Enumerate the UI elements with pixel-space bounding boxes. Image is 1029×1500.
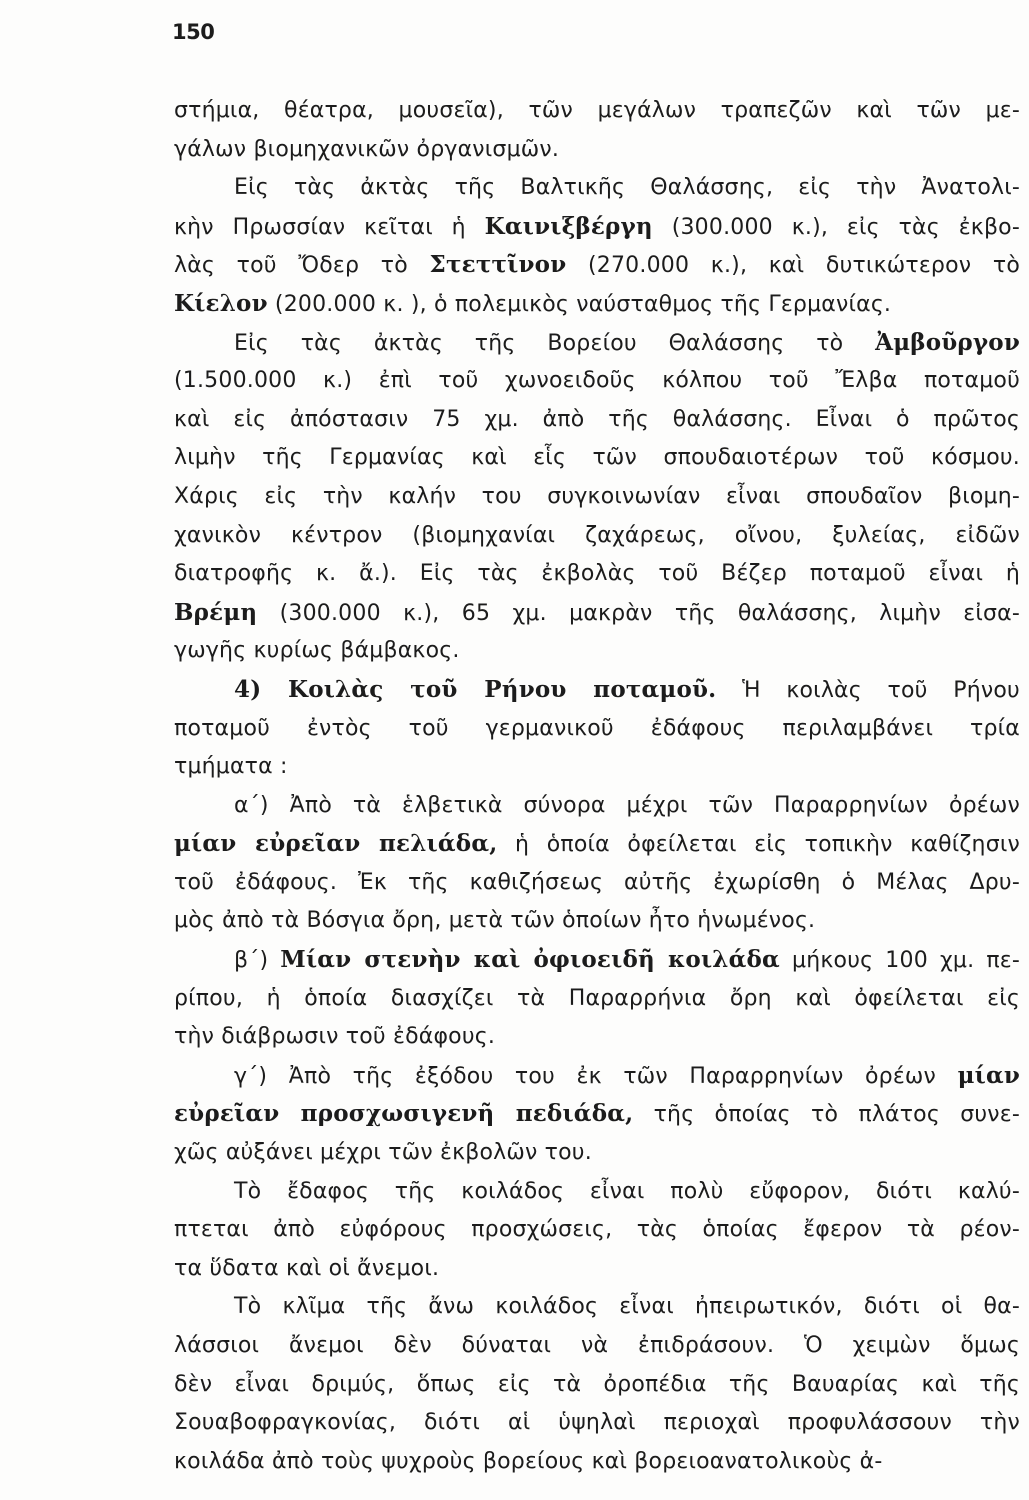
text-line xyxy=(174,671,1020,710)
text-span: κοιλάδα ἀπὸ τοὺς ψυχροὺς βορείους καὶ βορειοανατολικοὺς ἀ- xyxy=(174,1448,883,1474)
text-line xyxy=(174,1211,1020,1250)
bold-text-span: μίαν xyxy=(957,1061,1020,1089)
text-line xyxy=(174,478,1020,517)
bold-text-span: μίαν εὐρεῖαν πελιάδα, xyxy=(174,830,498,858)
text-line xyxy=(174,1443,1020,1482)
text-line xyxy=(174,1250,1020,1289)
text-line xyxy=(174,1095,1020,1134)
text-line xyxy=(174,439,1020,478)
text-span: ἡ ὁποία ὀφείλεται εἰς τοπικὴν καθίζησιν xyxy=(497,832,1020,858)
text-line xyxy=(174,208,1020,247)
text-span: γάλων βιομηχανικῶν ὀργανισμῶν. xyxy=(174,136,560,162)
text-line xyxy=(174,1173,1020,1212)
text-line xyxy=(174,555,1020,594)
text-span: ρίπου, ἡ ὁποία διασχίζει τὰ Παραρρήνια ὄρη καὶ ὀφείλεται εἰς xyxy=(174,985,1020,1011)
text-line xyxy=(174,594,1020,633)
text-span: τμήματα : xyxy=(174,754,288,780)
text-span: (1.500.000 κ.) ἐπὶ τοῦ χωνοειδοῦς κόλπου τοῦ Ἔλβα ποταμοῦ xyxy=(174,368,1020,394)
text-span: (300.000 κ.), 65 χμ. μακρὰν τῆς θαλάσσης, λιμὴν εἰσα- xyxy=(257,600,1020,626)
text-span: γ΄) Ἀπὸ τῆς ἐξόδου του ἐκ τῶν Παραρρηνίων ὀρέων xyxy=(234,1063,958,1089)
bold-text-span: Στεττῖνον xyxy=(429,251,567,279)
text-line xyxy=(174,902,1020,941)
text-line xyxy=(174,941,1020,980)
text-span: Χάρις εἰς τὴν καλήν του συγκοινωνίαν εἶναι σπουδαῖον βιομη- xyxy=(174,483,1020,509)
bold-text-span: 4) Κοιλὰς τοῦ Ρήνου ποταμοῦ. xyxy=(234,675,717,703)
text-span: γωγῆς κυρίως βάμβακος. xyxy=(174,638,460,664)
text-line xyxy=(174,825,1020,864)
text-span: λιμὴν τῆς Γερμανίας καὶ εἷς τῶν σπουδαιοτέρων τοῦ κόσμου. xyxy=(174,445,1020,471)
text-span: στήμια, θέατρα, μουσεῖα), τῶν μεγάλων τραπεζῶν καὶ τῶν με- xyxy=(174,98,1020,123)
text-line xyxy=(174,169,1020,208)
text-span: τῆς ὁποίας τὸ πλάτος συνε- xyxy=(633,1102,1020,1128)
text-span: Εἰς τὰς ἀκτὰς τῆς Βορείου Θαλάσσης τὸ xyxy=(234,330,876,356)
text-line xyxy=(174,980,1020,1019)
text-line xyxy=(174,324,1020,363)
text-span: (270.000 κ.), καὶ δυτικώτερον τὸ xyxy=(566,253,1020,279)
text-span: Σουαβοφραγκονίας, διότι αἱ ὑψηλαὶ περιοχαὶ προφυλάσσουν τὴν xyxy=(174,1410,1020,1436)
text-span: τα ὕδατα καὶ οἱ ἄνεμοι. xyxy=(174,1255,440,1281)
bold-text-span: Κίελον xyxy=(174,289,268,317)
text-span: διατροφῆς κ. ἄ.). Εἰς τὰς ἐκβολὰς τοῦ Βέζερ ποταμοῦ εἶναι ἡ xyxy=(174,561,1020,587)
text-line xyxy=(174,517,1020,556)
text-span: Εἰς τὰς ἀκτὰς τῆς Βαλτικῆς Θαλάσσης, εἰς τὴν Ἀνατολι- xyxy=(234,175,1020,201)
text-line xyxy=(174,285,1020,324)
text-span: κὴν Πρωσσίαν κεῖται ἡ xyxy=(174,214,485,240)
text-span: δὲν εἶναι δριμύς, ὅπως εἰς τὰ ὀροπέδια τῆς Βαυαρίας καὶ τῆς xyxy=(174,1371,1020,1397)
text-line xyxy=(174,362,1020,401)
text-span: λάσσιοι ἄνεμοι δὲν δύναται νὰ ἐπιδράσουν. Ὁ χειμὼν ὅμως xyxy=(174,1333,1020,1358)
text-line xyxy=(174,401,1020,440)
bold-text-span: εὐρεῖαν προσχωσιγενῆ πεδιάδα, xyxy=(174,1100,634,1128)
text-line xyxy=(174,246,1020,285)
bold-text-span: Βρέμη xyxy=(174,598,258,626)
text-span: β΄) xyxy=(234,948,281,974)
page-number: 150 xyxy=(172,20,215,44)
text-span: ποταμοῦ ἐντὸς τοῦ γερμανικοῦ ἐδάφους περιλαμβάνει τρία xyxy=(174,715,1020,741)
text-line xyxy=(174,131,1020,170)
text-line xyxy=(174,1057,1020,1096)
text-span: μήκους 100 χμ. πε- xyxy=(779,948,1021,974)
bold-text-span: Ἀμβοῦργον xyxy=(875,328,1020,356)
text-span: χῶς αὐξάνει μέχρι τῶν ἐκβολῶν του. xyxy=(174,1140,592,1166)
text-span: α΄) Ἀπὸ τὰ ἑλβετικὰ σύνορα μέχρι τῶν Παραρρηνίων ὀρέων xyxy=(234,792,1020,818)
text-span: καὶ εἰς ἀπόστασιν 75 χμ. ἀπὸ τῆς θαλάσσης. Εἶναι ὁ πρῶτος xyxy=(174,406,1020,432)
text-span: τοῦ ἐδάφους. Ἐκ τῆς καθιζήσεως αὐτῆς ἐχωρίσθη ὁ Μέλας Δρυ- xyxy=(174,869,1020,895)
text-line xyxy=(174,92,1020,131)
text-span: (200.000 κ. ), ὁ πολεμικὸς ναύσταθμος τῆς Γερμανίας. xyxy=(267,291,892,317)
text-line xyxy=(174,1134,1020,1173)
text-span: (300.000 κ.), εἰς τὰς ἐκβο- xyxy=(652,214,1020,240)
text-span: πτεται ἀπὸ εὐφόρους προσχώσεις, τὰς ὁποίας ἔφερον τὰ ρέον- xyxy=(174,1217,1020,1243)
text-line xyxy=(174,787,1020,826)
text-line xyxy=(174,1366,1020,1405)
body-text xyxy=(174,92,1020,1481)
text-line xyxy=(174,864,1020,903)
bold-text-span: Καινιξβέργη xyxy=(484,212,653,240)
text-line xyxy=(174,1404,1020,1443)
text-span: Τὸ κλῖμα τῆς ἄνω κοιλάδος εἶναι ἠπειρωτικόν, διότι οἱ θα- xyxy=(234,1294,1020,1320)
text-span: μὸς ἀπὸ τὰ Βόσγια ὄρη, μετὰ τῶν ὁποίων ἦτο ἡνωμένος. xyxy=(174,908,816,934)
bold-text-span: Μίαν στενὴν καὶ ὀφιοειδῆ κοιλάδα xyxy=(280,946,780,974)
text-line xyxy=(174,1018,1020,1057)
text-line xyxy=(174,748,1020,787)
text-span: τὴν διάβρωσιν τοῦ ἐδάφους. xyxy=(174,1024,496,1050)
text-line xyxy=(174,710,1020,749)
text-line xyxy=(174,1288,1020,1327)
text-span: χανικὸν κέντρον (βιομηχανίαι ζαχάρεως, οἴνου, ξυλείας, εἰδῶν xyxy=(174,522,1020,548)
text-span: Τὸ ἔδαφος τῆς κοιλάδος εἶναι πολὺ εὔφορον, διότι καλύ- xyxy=(234,1178,1020,1204)
text-span: Ἡ κοιλὰς τοῦ Ρήνου xyxy=(716,677,1020,703)
text-span: λὰς τοῦ Ὄδερ τὸ xyxy=(174,253,430,279)
text-line xyxy=(174,632,1020,671)
text-line xyxy=(174,1327,1020,1366)
